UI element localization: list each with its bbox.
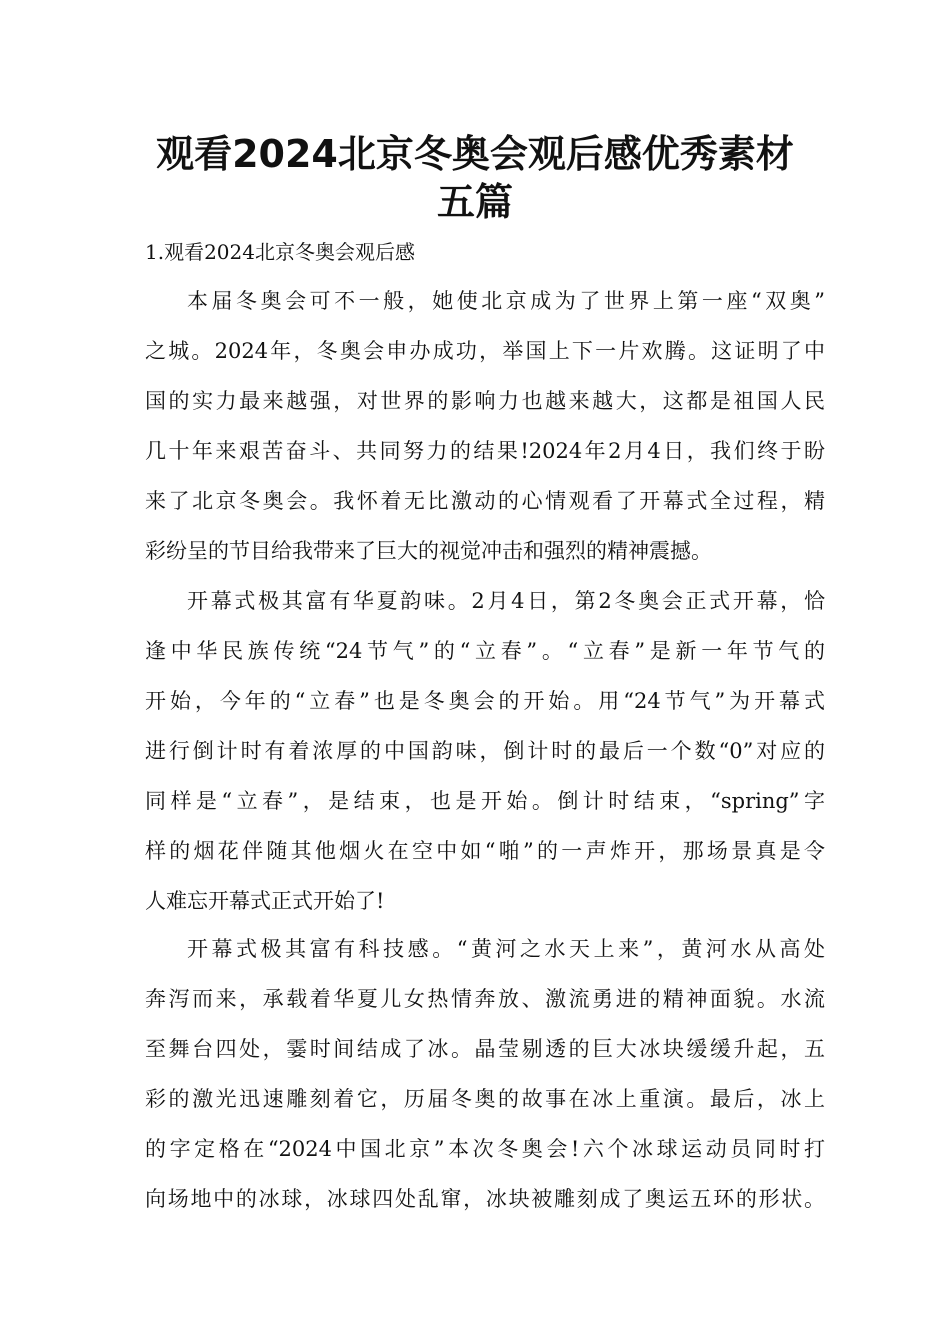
paragraph-line: 之城。2024年，冬奥会申办成功，举国上下一片欢腾。这证明了中 (145, 339, 825, 363)
paragraph-line: 本届冬奥会可不一般，她使北京成为了世界上第一座“双奥” (187, 289, 825, 313)
paragraph-line: 同样是“立春”，是结束，也是开始。倒计时结束，“spring”字 (145, 789, 825, 813)
document-title-line-2: 五篇 (436, 180, 513, 224)
paragraph-line: 逢中华民族传统“24节气”的“立春”。“立春”是新一年节气的 (145, 639, 825, 663)
document-title-line-1: 观看2024北京冬奥会观后感优秀素材 (156, 132, 794, 176)
paragraph-line: 向场地中的冰球，冰球四处乱窜，冰块被雕刻成了奥运五环的形状。 (145, 1187, 825, 1211)
paragraph-line: 样的烟花伴随其他烟火在空中如“啪”的一声炸开，那场景真是令 (145, 839, 825, 863)
paragraph-line: 开始，今年的“立春”也是冬奥会的开始。用“24节气”为开幕式 (145, 689, 825, 713)
section-heading: 1.观看2024北京冬奥会观后感 (145, 240, 415, 264)
paragraph-line: 至舞台四处，霎时间结成了冰。晶莹剔透的巨大冰块缓缓升起，五 (145, 1037, 825, 1061)
paragraph-line: 奔泻而来，承载着华夏儿女热情奔放、激流勇进的精神面貌。水流 (145, 987, 825, 1011)
paragraph-line: 开幕式极其富有华夏韵味。2月4日，第2冬奥会正式开幕，恰 (187, 589, 825, 613)
paragraph-line: 来了北京冬奥会。我怀着无比激动的心情观看了开幕式全过程，精 (145, 489, 825, 513)
paragraph-line: 的字定格在“2024中国北京”本次冬奥会!六个冰球运动员同时打 (145, 1137, 825, 1161)
paragraph-line: 几十年来艰苦奋斗、共同努力的结果!2024年2月4日，我们终于盼 (145, 439, 825, 463)
paragraph-line: 人难忘开幕式正式开始了! (145, 889, 385, 913)
paragraph-line: 国的实力最来越强，对世界的影响力也越来越大，这都是祖国人民 (145, 389, 825, 413)
paragraph-line: 进行倒计时有着浓厚的中国韵味，倒计时的最后一个数“0”对应的 (145, 739, 825, 763)
paragraph-line: 开幕式极其富有科技感。“黄河之水天上来”，黄河水从高处 (187, 937, 825, 961)
paragraph-line: 彩的激光迅速雕刻着它，历届冬奥的故事在冰上重演。最后，冰上 (145, 1087, 825, 1111)
paragraph-line: 彩纷呈的节目给我带来了巨大的视觉冲击和强烈的精神震撼。 (145, 539, 712, 563)
